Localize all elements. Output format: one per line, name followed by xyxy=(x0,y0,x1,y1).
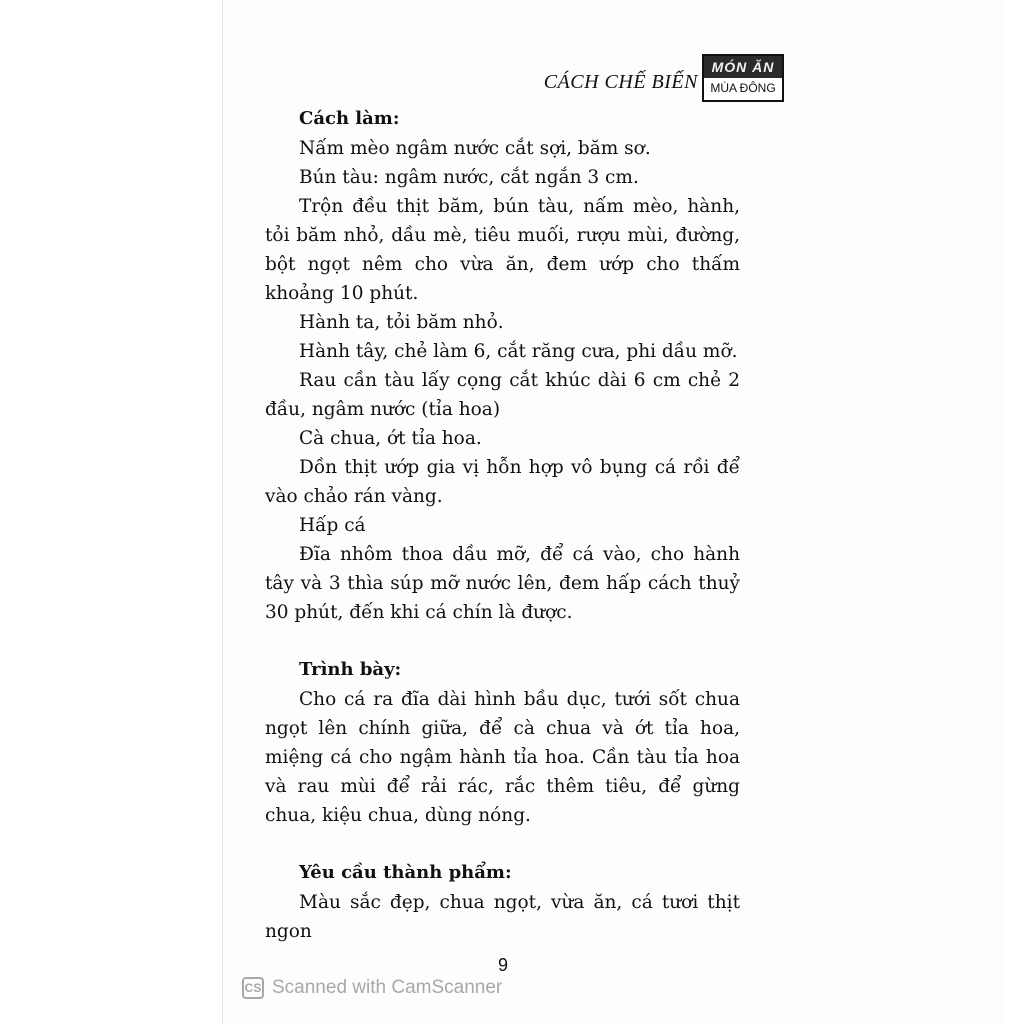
logo-top-text: MÓN ĂN xyxy=(704,56,782,78)
watermark-text: Scanned with CamScanner xyxy=(272,977,503,998)
paragraph: Rau cần tàu lấy cọng cắt khúc dài 6 cm chẻ 2 đầu, ngâm nước (tỉa hoa) xyxy=(265,370,740,420)
section-gap xyxy=(265,830,740,858)
paragraph: Hành ta, tỏi băm nhỏ. xyxy=(299,312,504,333)
section-gap xyxy=(265,627,740,655)
paragraph: Cho cá ra đĩa dài hình bầu dục, tưới sốt chua ngọt lên chính giữa, để cà chua và ớt tỉa hoa, miệng cá cho ngậm hành tỉa hoa. Cần tàu tỉa hoa và rau mùi để rải rác, rắc thêm tiêu, để gừng chua, kiệu chua, dùng nóng. xyxy=(265,689,740,826)
paragraph: Trộn đều thịt băm, bún tàu, nấm mèo, hành, tỏi băm nhỏ, dầu mè, tiêu muối, rượu mùi, đường, bột ngọt nêm cho vừa ăn, đem ướp cho thấm khoảng 10 phút. xyxy=(265,196,740,304)
paragraph: Hấp cá xyxy=(299,515,366,536)
camscanner-logo-icon: CS xyxy=(242,977,264,999)
camscanner-watermark xyxy=(242,977,502,999)
page-content xyxy=(265,104,740,946)
logo-bottom-text: MÙA ĐÔNG xyxy=(704,78,782,98)
paragraph: Nấm mèo ngâm nước cắt sợi, băm sơ. xyxy=(299,138,651,159)
paragraph: Dồn thịt ướp gia vị hỗn hợp vô bụng cá rồi để vào chảo rán vàng. xyxy=(265,457,740,507)
section-heading-cach-lam: Cách làm: xyxy=(299,108,400,129)
paragraph: Màu sắc đẹp, chua ngọt, vừa ăn, cá tươi thịt ngon xyxy=(265,892,740,942)
running-header xyxy=(544,52,784,102)
paragraph: Cà chua, ớt tỉa hoa. xyxy=(299,428,482,449)
page-number: 9 xyxy=(498,955,509,975)
section-heading-yeu-cau: Yêu cầu thành phẩm: xyxy=(299,862,512,883)
paragraph: Hành tây, chẻ làm 6, cắt răng cưa, phi dầu mỡ. xyxy=(299,341,738,362)
header-title: CÁCH CHẾ BIẾN xyxy=(543,71,698,93)
section-heading-trinh-bay: Trình bày: xyxy=(299,659,402,680)
paragraph: Bún tàu: ngâm nước, cắt ngắn 3 cm. xyxy=(299,167,639,188)
book-logo xyxy=(702,54,784,102)
paragraph: Đĩa nhôm thoa dầu mỡ, để cá vào, cho hành tây và 3 thìa súp mỡ nước lên, đem hấp cách thuỷ 30 phút, đến khi cá chín là được. xyxy=(265,544,740,623)
